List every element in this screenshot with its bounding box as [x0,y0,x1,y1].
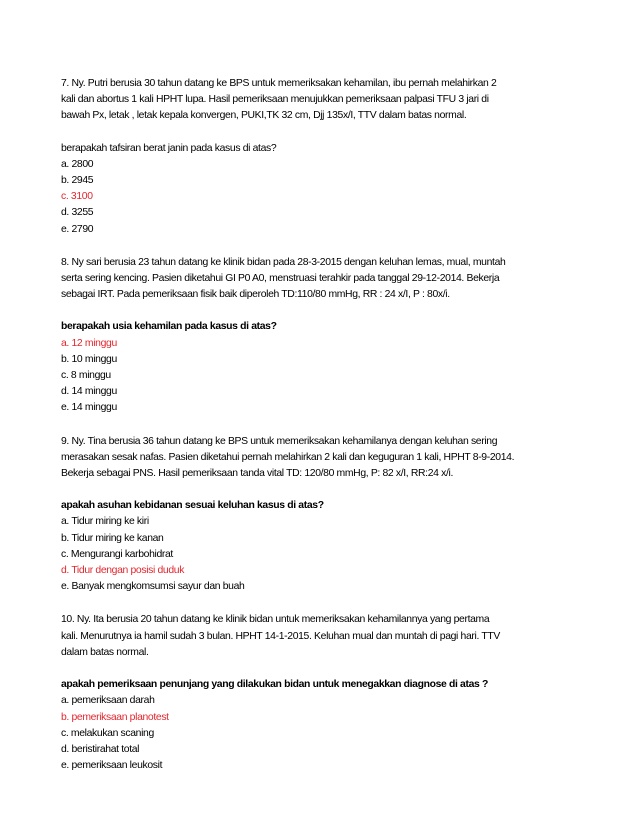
answer-options [61,336,578,417]
option-c: c. Mengurangi karbohidrat [61,548,173,560]
option-a-correct: a. 12 minggu [61,337,117,349]
stem-line: kali. Menurutnya ia hamil sudah 3 bulan. HPHT 14-1-2015. Keluhan mual dan muntah di pagi hari. TTV [61,630,500,642]
option-d: d. 14 minggu [61,386,117,398]
question-stem [61,255,578,304]
stem-line: bawah Px, letak , letak kepala konvergen, PUKI,TK 32 cm, Djj 135x/I, TTV dalam batas normal. [61,110,467,122]
question-10 [61,612,578,774]
option-d: d. 3255 [61,207,94,219]
option-e: e. 14 minggu [61,402,117,414]
option-b: b. Tidur miring ke kanan [61,532,164,544]
answer-options [61,514,578,595]
answer-options [61,693,578,774]
option-d: d. beristirahat total [61,743,140,755]
question-prompt: apakah asuhan kebidanan sesuai keluhan kasus di atas? [61,500,324,512]
answer-options [61,157,578,238]
option-c-correct: c. 3100 [61,191,93,203]
question-prompt: apakah pemeriksaan penunjang yang dilakukan bidan untuk menegakkan diagnose di atas ? [61,679,488,691]
option-c: c. 8 minggu [61,370,111,382]
option-e: e. 2790 [61,223,94,235]
stem-line: 9. Ny. Tina berusia 36 tahun datang ke BPS untuk memeriksakan kehamilanya dengan keluhan sering [61,435,498,447]
stem-line: 7. Ny. Putri berusia 30 tahun datang ke BPS untuk memeriksakan kehamilan, ibu pernah melahirkan 2 [61,78,497,89]
question-stem [61,612,578,661]
option-b: b. 10 minggu [61,353,117,365]
question-7 [61,76,578,238]
question-8 [61,255,578,417]
stem-line: serta sering kencing. Pasien diketahui GI P0 A0, menstruasi terahkir pada tanggal 29-12-2014. Bekerja [61,273,500,285]
option-d-correct: d. Tidur dengan posisi duduk [61,565,185,577]
option-c: c. melakukan scaning [61,727,154,739]
question-9 [61,434,578,596]
stem-line: dalam batas normal. [61,646,149,658]
stem-line: sebagai IRT. Pada pemeriksaan fisik baik diperoleh TD:110/80 mmHg, RR : 24 x/I, P : 80x/i. [61,289,450,301]
stem-line: 10. Ny. Ita berusia 20 tahun datang ke klinik bidan untuk memeriksakan kehamilannya yang pertama [61,614,490,626]
option-e: e. pemeriksaan leukosit [61,760,163,772]
stem-line: 8. Ny sari berusia 23 tahun datang ke klinik bidan pada 28-3-2015 dengan keluhan lemas, mual, muntah [61,256,506,268]
option-a: a. Tidur miring ke kiri [61,516,149,528]
option-b-correct: b. pemeriksaan planotest [61,711,169,723]
stem-line: kali dan abortus 1 kali HPHT lupa. Hasil pemeriksaan menujukkan pemeriksaan palpasi TFU 3 jari di [61,94,489,106]
question-stem [61,434,578,483]
stem-line: Bekerja sebagai PNS. Hasil pemeriksaan tanda vital TD: 120/80 mmHg, P: 82 x/I, RR:24 x/i. [61,468,453,480]
option-e: e. Banyak mengkomsumsi sayur dan buah [61,581,245,593]
option-a: a. 2800 [61,158,94,170]
question-stem [61,76,578,125]
stem-line: merasakan sesak nafas. Pasien diketahui pernah melahirkan 2 kali dan keguguran 1 kali, HPHT 8-9-2014. [61,451,515,463]
question-prompt: berapakah usia kehamilan pada kasus di atas? [61,321,277,333]
question-prompt: berapakah tafsiran berat janin pada kasus di atas? [61,142,277,154]
option-a: a. pemeriksaan darah [61,695,155,707]
option-b: b. 2945 [61,175,94,187]
